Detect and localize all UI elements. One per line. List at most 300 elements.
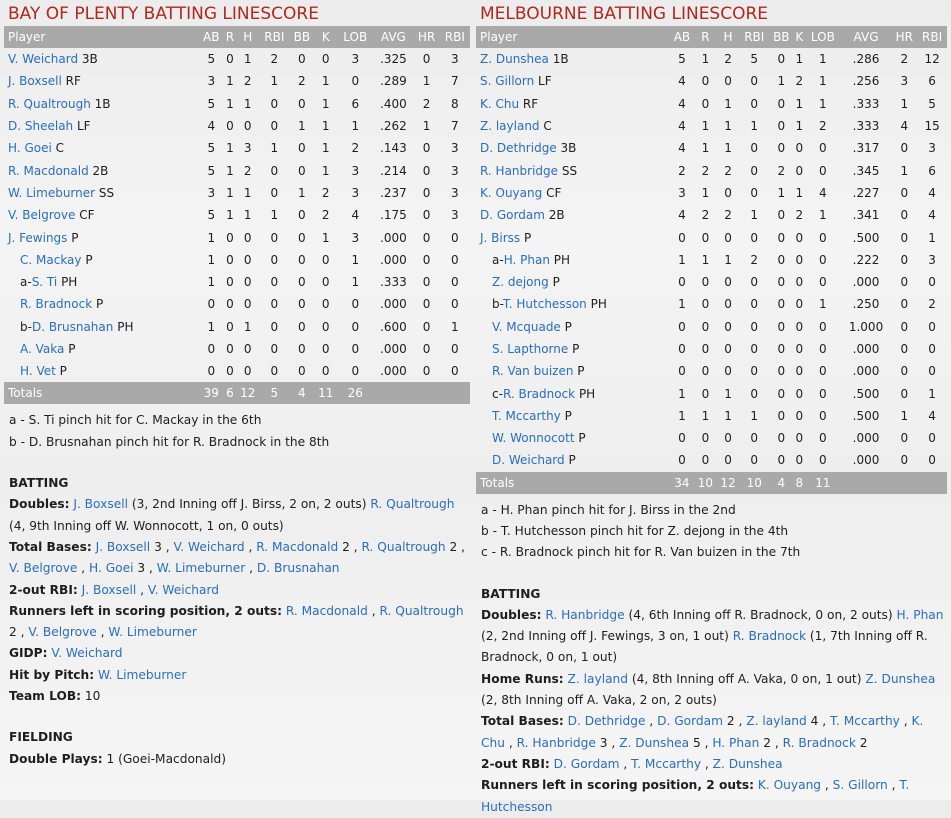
totals-label: Totals <box>4 382 199 404</box>
stat-r: 0 <box>701 319 710 334</box>
stat-avg: .214 <box>380 163 407 178</box>
stat-avg: .000 <box>380 252 407 267</box>
player-link[interactable]: Z. Dunshea <box>865 671 936 686</box>
stat-r: 0 <box>701 342 710 356</box>
stat-rbi: 1 <box>270 74 279 89</box>
stat-text: (2, 2nd Inning off J. Fewings, 3 on, 1 out) <box>481 629 733 644</box>
position: PH <box>590 297 607 312</box>
total-rbi: 10 <box>739 472 769 494</box>
stat-r: 1 <box>226 208 234 223</box>
stat-lob: 1 <box>351 252 360 267</box>
stat-ab: 1 <box>678 386 686 401</box>
player-link[interactable]: K. Ouyang <box>757 778 822 793</box>
table-row <box>476 48 947 70</box>
stat-avg: .250 <box>852 297 880 312</box>
player-link[interactable]: R. Qualtrough <box>370 497 455 512</box>
player-link[interactable]: T. Hutchesson <box>481 778 910 814</box>
batting-list <box>481 605 947 818</box>
player-cell <box>476 293 670 315</box>
total-lob: 26 <box>337 382 373 404</box>
stat-lob: 0 <box>819 275 827 290</box>
column-header: AVG <box>841 26 892 48</box>
stat-hr: 1 <box>422 74 431 89</box>
stat-k: 0 <box>795 275 804 290</box>
player-link[interactable]: W. Wonnocott <box>492 431 575 446</box>
stat-lob: 0 <box>819 386 827 401</box>
player-link[interactable]: D. Brusnahan <box>256 561 340 576</box>
stat-k: 0 <box>795 431 804 446</box>
stat-text: 3 , <box>595 735 620 750</box>
table-row <box>4 360 470 382</box>
stat-text: (1, 7th Inning off R. Bradnock, 0 on, 1 out) <box>481 629 928 665</box>
stat-rbi-total: 7 <box>451 74 459 89</box>
position: CF <box>546 185 562 200</box>
stat-text: 2 , <box>759 735 783 750</box>
player-cell <box>476 115 670 137</box>
column-header: R <box>224 26 237 48</box>
stat-rbi: 1 <box>750 119 759 134</box>
stat-text: , <box>504 735 517 750</box>
stat-hr: 0 <box>422 208 431 223</box>
stat-bb: 1 <box>298 119 306 134</box>
stat-ab: 0 <box>678 364 686 379</box>
stat-avg: .000 <box>380 342 407 356</box>
position: P <box>85 252 93 267</box>
player-link[interactable]: D. Dethridge <box>480 141 557 156</box>
stat-lob: 3 <box>351 230 360 245</box>
stat-hr: 0 <box>422 185 431 200</box>
stat-text: 3 , <box>133 561 157 576</box>
table-row <box>476 249 947 271</box>
player-link[interactable]: R. Bradnock <box>732 629 807 644</box>
stat-text: , <box>367 603 380 618</box>
stat-ab: 5 <box>207 208 216 223</box>
stat-rbi-total: 2 <box>928 297 936 312</box>
stat-r: 0 <box>701 74 710 89</box>
player-link[interactable]: H. Goei <box>8 141 52 156</box>
stat-h: 1 <box>243 52 252 67</box>
stat-text: , <box>244 539 257 554</box>
player-link[interactable]: D. Gordam <box>553 756 620 771</box>
table-row <box>476 449 947 471</box>
player-link[interactable]: S. Ti <box>31 275 58 290</box>
stat-avg: .500 <box>852 386 880 401</box>
stat-h: 2 <box>243 74 252 89</box>
player-cell <box>476 338 670 360</box>
stat-ab: 3 <box>207 185 216 200</box>
total-bb: 4 <box>289 382 314 404</box>
pinch-hit-note: a - H. Phan pinch hit for J. Birss in the 2nd <box>481 502 736 517</box>
stat-k: 1 <box>321 230 330 245</box>
stat-lob: 0 <box>819 408 827 423</box>
player-link[interactable]: R. Van buizen <box>492 364 574 379</box>
stat-bb: 0 <box>298 230 306 245</box>
position: P <box>59 364 67 379</box>
stat-text: , <box>619 756 632 771</box>
stat-ab: 0 <box>678 453 686 468</box>
player-cell <box>4 48 199 70</box>
player-link[interactable]: R. Bradnock <box>502 386 576 401</box>
stat-avg: .341 <box>852 208 880 223</box>
player-link[interactable]: D. Gordam <box>480 208 545 223</box>
stat-ab: 0 <box>678 342 686 356</box>
stat-avg: .400 <box>380 96 407 111</box>
stat-line <box>481 605 947 669</box>
player-cell <box>476 182 670 204</box>
player-link[interactable]: R. Bradnock <box>782 735 856 750</box>
stat-bb: 0 <box>777 141 786 156</box>
stat-lob: 1 <box>819 74 827 89</box>
stat-hr: 0 <box>900 297 909 312</box>
player-link[interactable]: Z. layland <box>746 714 807 729</box>
player-link[interactable]: R. Hanbridge <box>545 607 625 622</box>
player-link[interactable]: T. Mccarthy <box>830 714 900 729</box>
total-hr <box>891 472 917 494</box>
stat-lob: 0 <box>819 453 827 468</box>
stat-label: Hit by Pitch: <box>9 667 95 682</box>
stat-ab: 5 <box>207 141 216 156</box>
stat-bb: 0 <box>298 297 306 312</box>
stat-avg: .256 <box>852 74 880 89</box>
stat-rbi-total: 6 <box>928 163 936 178</box>
stat-bb: 0 <box>777 252 786 267</box>
player-link[interactable]: R. Hanbridge <box>480 163 559 178</box>
column-header: HR <box>891 26 917 48</box>
player-link[interactable]: J. Boxsell <box>81 582 137 597</box>
stat-bb: 0 <box>298 275 306 290</box>
position: P <box>68 342 76 356</box>
position: 1B <box>94 96 111 111</box>
stat-rbi-total: 15 <box>924 119 940 134</box>
player-link[interactable]: J. Birss <box>480 230 521 245</box>
stat-lob: 2 <box>819 119 827 134</box>
player-link[interactable]: V. Weichard <box>147 582 220 597</box>
stat-bb: 0 <box>298 252 306 267</box>
stat-rbi: 0 <box>750 185 759 200</box>
table-row <box>476 316 947 338</box>
player-link[interactable]: W. Limeburner <box>8 185 96 200</box>
stat-ab: 4 <box>207 119 216 134</box>
stat-rbi-total: 0 <box>928 431 936 446</box>
player-cell <box>476 449 670 471</box>
player-link[interactable]: R. Qualtrough <box>361 539 446 554</box>
stat-bb: 0 <box>777 208 786 223</box>
stat-r: 1 <box>701 185 710 200</box>
player-link[interactable]: T. Hutchesson <box>502 297 587 312</box>
stat-bb: 2 <box>777 163 786 178</box>
player-link[interactable]: S. Gillorn <box>480 74 535 89</box>
totals-row <box>476 472 947 494</box>
stat-text: (3, 2nd Inning off J. Birss, 2 on, 2 outs) <box>127 497 371 512</box>
stat-k: 0 <box>795 386 804 401</box>
player-link[interactable]: V. Belgrove <box>8 208 76 223</box>
column-header: Player <box>4 26 199 48</box>
stat-r: 0 <box>701 96 710 111</box>
player-link[interactable]: V. Weichard <box>51 646 123 661</box>
player-link[interactable]: R. Qualtrough <box>379 603 464 618</box>
stat-lob: 1 <box>351 275 360 290</box>
position: P <box>96 297 104 312</box>
stat-label: Runners left in scoring position, 2 outs: <box>481 778 754 793</box>
player-link[interactable]: V. Belgrove <box>9 561 78 576</box>
player-link[interactable]: Z. layland <box>480 119 540 134</box>
stat-rbi-total: 3 <box>451 208 459 223</box>
stat-h: 0 <box>243 342 252 356</box>
player-link[interactable]: H. Goei <box>89 561 134 576</box>
stat-r: 0 <box>701 230 710 245</box>
stat-ab: 0 <box>207 364 216 379</box>
stat-label: Doubles: <box>9 497 70 512</box>
player-link[interactable]: H. Vet <box>20 364 56 379</box>
stat-bb: 0 <box>298 364 306 379</box>
stat-text: , <box>701 756 713 771</box>
stat-ab: 0 <box>678 230 686 245</box>
player-link[interactable]: V. Belgrove <box>28 625 97 640</box>
position: 2B <box>548 208 565 223</box>
stat-k: 0 <box>795 297 804 312</box>
stat-rbi-total: 0 <box>928 275 936 290</box>
pinch-prefix: b- <box>20 319 32 334</box>
stat-bb: 0 <box>777 230 786 245</box>
stat-k: 0 <box>795 364 804 379</box>
player-link[interactable]: J. Boxsell <box>8 74 62 89</box>
stat-h: 1 <box>724 119 732 134</box>
stat-line <box>9 601 470 644</box>
stat-rbi: 0 <box>270 342 279 356</box>
stat-r: 0 <box>226 119 234 134</box>
table-row <box>476 226 947 248</box>
stat-k: 0 <box>321 364 330 379</box>
player-cell <box>4 360 199 382</box>
player-link[interactable]: D. Gordam <box>657 714 724 729</box>
stat-hr: 0 <box>900 386 909 401</box>
stat-avg: .333 <box>852 119 880 134</box>
stat-r: 1 <box>226 141 234 156</box>
player-link[interactable]: V. Weichard <box>8 52 79 67</box>
stat-r: 1 <box>701 408 710 423</box>
player-cell <box>476 226 670 248</box>
stat-rbi-total: 3 <box>451 185 459 200</box>
player-link[interactable]: R. Bradnock <box>20 297 93 312</box>
stat-rbi-total: 12 <box>924 52 940 67</box>
stat-k: 1 <box>321 119 330 134</box>
stat-rbi: 0 <box>750 74 759 89</box>
player-link[interactable]: W. Limeburner <box>97 667 187 682</box>
player-link[interactable]: R. Macdonald <box>8 163 89 178</box>
stat-bb: 0 <box>777 453 786 468</box>
player-link[interactable]: R. Macdonald <box>256 539 339 554</box>
player-link[interactable]: T. Mccarthy <box>492 408 561 423</box>
player-link[interactable]: D. Sheelah <box>8 119 74 134</box>
stat-k: 0 <box>795 163 804 178</box>
stat-hr: 0 <box>422 252 431 267</box>
stat-lob: 0 <box>351 74 360 89</box>
panel-title: MELBOURNE BATTING LINESCORE <box>480 4 769 24</box>
stat-rbi: 0 <box>750 141 759 156</box>
table-row <box>4 48 470 70</box>
stat-rbi-total: 4 <box>928 185 936 200</box>
stat-ab: 1 <box>678 408 686 423</box>
position: SS <box>98 185 115 200</box>
player-link[interactable]: H. Phan <box>503 252 550 267</box>
player-link[interactable]: A. Vaka <box>20 342 65 356</box>
table-header <box>476 26 947 48</box>
stat-h: 2 <box>243 163 252 178</box>
stat-lob: 0 <box>351 297 360 312</box>
stat-r: 0 <box>226 342 234 356</box>
position: P <box>564 408 572 423</box>
player-link[interactable]: H. Phan <box>712 735 760 750</box>
stat-avg: .286 <box>852 52 880 67</box>
player-link[interactable]: Z. dejong <box>492 275 549 290</box>
stat-bb: 0 <box>777 275 786 290</box>
player-link[interactable]: D. Weichard <box>492 453 565 468</box>
position: LF <box>538 74 552 89</box>
stat-h: 0 <box>243 364 252 379</box>
player-link[interactable]: V. Mcquade <box>492 319 561 334</box>
batting-list <box>9 494 470 707</box>
player-link[interactable]: R. Hanbridge <box>516 735 596 750</box>
stat-hr: 0 <box>900 208 909 223</box>
total-h: 12 <box>717 472 740 494</box>
player-link[interactable]: T. Mccarthy <box>631 756 702 771</box>
stat-lob: 3 <box>351 52 360 67</box>
stat-rbi: 0 <box>750 163 759 178</box>
pinch-prefix: b- <box>492 297 503 312</box>
stat-lob: 0 <box>819 252 827 267</box>
stat-rbi: 0 <box>750 230 759 245</box>
stat-avg: .000 <box>852 453 880 468</box>
stat-r: 0 <box>701 386 710 401</box>
stat-text: (4, 8th Inning off A. Vaka, 0 on, 1 out) <box>628 671 866 686</box>
table-row <box>476 70 947 92</box>
table-row <box>476 405 947 427</box>
stat-bb: 0 <box>777 297 786 312</box>
pinch-prefix: c- <box>492 386 503 401</box>
stat-avg: .000 <box>852 342 880 356</box>
stat-lob: 0 <box>819 319 827 334</box>
player-link[interactable]: S. Gillorn <box>832 778 888 793</box>
total-rbi: 5 <box>259 382 289 404</box>
stat-rbi-total: 0 <box>928 342 936 356</box>
stat-lob: 0 <box>819 230 827 245</box>
stat-text: 3 , <box>150 539 174 554</box>
pinch-prefix: a- <box>20 275 32 290</box>
player-link[interactable]: J. Boxsell <box>73 497 128 512</box>
player-link[interactable]: W. Limeburner <box>108 625 197 640</box>
player-link[interactable]: R. Qualtrough <box>8 96 91 111</box>
stat-bb: 0 <box>777 119 786 134</box>
player-link[interactable]: Z. Dunshea <box>619 735 690 750</box>
player-cell <box>4 182 199 204</box>
stat-avg: .000 <box>380 230 407 245</box>
stat-ab: 0 <box>678 275 686 290</box>
stat-rbi: 0 <box>750 431 759 446</box>
position: 3B <box>81 52 98 67</box>
player-link[interactable]: K. Chu <box>480 96 520 111</box>
player-link[interactable]: K. Ouyang <box>480 185 543 200</box>
player-link[interactable]: D. Brusnahan <box>31 319 114 334</box>
stat-k: 1 <box>321 141 330 156</box>
player-link[interactable]: V. Weichard <box>173 539 245 554</box>
player-link[interactable]: W. Limeburner <box>156 561 246 576</box>
player-link[interactable]: S. Lapthorne <box>492 342 569 356</box>
player-link[interactable]: J. Fewings <box>8 230 68 245</box>
totals-label: Totals <box>476 472 670 494</box>
position: PH <box>61 275 78 290</box>
player-cell <box>476 93 670 115</box>
stat-line <box>481 775 947 818</box>
stat-label: 2-out RBI: <box>481 756 550 771</box>
total-k: 8 <box>794 472 806 494</box>
player-link[interactable]: R. Macdonald <box>285 603 368 618</box>
stat-r: 1 <box>701 119 710 134</box>
stat-label: Runners left in scoring position, 2 outs: <box>9 603 282 618</box>
table-row <box>4 137 470 159</box>
player-link[interactable]: D. Dethridge <box>567 714 646 729</box>
stat-lob: 3 <box>351 185 360 200</box>
total-ab: 39 <box>199 382 224 404</box>
stat-bb: 0 <box>298 342 306 356</box>
total-avg <box>841 472 892 494</box>
stat-text: (4, 9th Inning off W. Wonnocott, 1 on, 0 outs) <box>9 518 284 533</box>
table-row <box>476 159 947 181</box>
stat-label: Double Plays: <box>9 751 103 766</box>
stat-bb: 2 <box>298 74 306 89</box>
stat-text: , <box>136 582 148 597</box>
stat-bb: 0 <box>298 163 306 178</box>
stat-avg: .000 <box>852 275 880 290</box>
player-cell <box>476 70 670 92</box>
stat-rbi: 2 <box>270 52 279 67</box>
stat-line <box>9 665 470 686</box>
player-link[interactable]: K. Chu <box>481 714 924 750</box>
stat-ab: 1 <box>678 297 686 312</box>
stat-h: 0 <box>243 230 252 245</box>
total-r: 6 <box>224 382 237 404</box>
stat-hr: 0 <box>422 297 431 312</box>
column-header: HR <box>414 26 440 48</box>
stat-line <box>481 711 947 754</box>
stat-ab: 1 <box>207 275 216 290</box>
player-cell <box>4 93 199 115</box>
player-link[interactable]: Z. Dunshea <box>480 52 549 67</box>
player-link[interactable]: C. Mackay <box>20 252 82 267</box>
total-h: 12 <box>236 382 259 404</box>
pinch-prefix: a- <box>492 252 504 267</box>
player-link[interactable]: Z. Dunshea <box>712 756 783 771</box>
player-cell <box>476 159 670 181</box>
stat-rbi: 0 <box>750 342 759 356</box>
stat-rbi-total: 4 <box>928 208 936 223</box>
stat-text: , <box>645 714 658 729</box>
stat-r: 0 <box>701 364 710 379</box>
player-cell <box>476 137 670 159</box>
position: P <box>572 342 580 356</box>
player-cell <box>476 427 670 449</box>
stat-rbi-total: 0 <box>928 319 936 334</box>
stat-h: 1 <box>724 252 732 267</box>
stat-lob: 0 <box>819 141 827 156</box>
stat-lob: 0 <box>351 319 360 334</box>
player-link[interactable]: J. Boxsell <box>95 539 151 554</box>
player-link[interactable]: H. Phan <box>896 607 944 622</box>
stat-r: 0 <box>701 431 710 446</box>
table-row <box>4 93 470 115</box>
total-rbi-total <box>440 382 470 404</box>
player-link[interactable]: Z. layland <box>567 671 629 686</box>
column-header: RBI <box>917 26 947 48</box>
